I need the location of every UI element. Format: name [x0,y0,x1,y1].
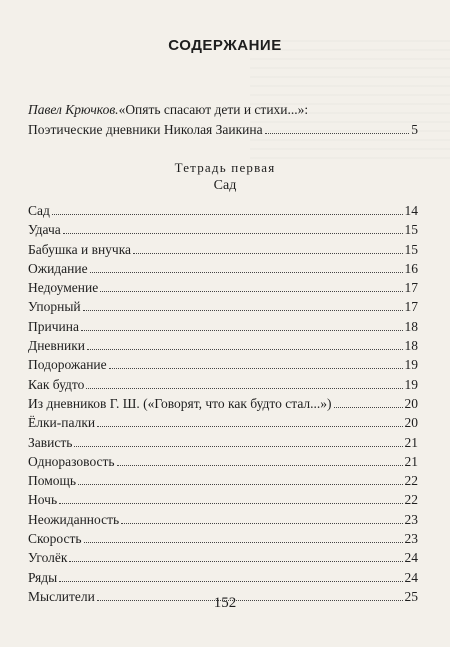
toc-entry-title: Недоумение [28,280,99,296]
toc-entry-page: 18 [404,338,418,354]
toc-entry-title: Из дневников Г. Ш. («Говорят, что как будто стал...») [28,395,332,411]
leader-dots [78,484,402,485]
leader-dots [133,253,402,254]
toc-entry-title: Скорость [28,531,82,547]
intro-entry [28,100,418,140]
leader-dots [100,291,402,292]
toc-entry [28,280,418,299]
toc-entry [28,454,418,473]
toc-entry-title: Одноразовость [28,453,115,469]
section-subtitle: Сад [213,178,237,193]
section-title: Тетрадь первая [174,160,276,175]
leader-dots [59,503,402,504]
toc-entry-page: 14 [404,203,418,218]
intro-author: Павел Крючков. [28,102,119,117]
leader-dots [334,407,403,408]
leader-dots [97,426,402,427]
toc-entry-title: Подорожание [28,357,107,373]
toc-entry-title: Упорный [28,299,81,315]
toc-entry-title: Причина [28,318,79,334]
toc-entry-page: 17 [404,280,418,296]
toc-entry-title: Мыслители [28,588,95,604]
toc-entry-page: 21 [404,453,418,469]
toc-entry-title: Зависть [28,434,73,450]
toc-entry-title: Уголёк [28,550,68,566]
toc-entry-page: 23 [404,511,418,527]
toc-entry [28,512,418,531]
toc-entry [28,319,418,338]
intro-title-part2: Поэтические дневники Николая Заикина [28,122,263,137]
toc-entry-page: 15 [404,222,418,238]
leader-dots [52,214,403,215]
toc-entry [28,415,418,434]
toc-entry-title: Сад [28,203,50,218]
toc-entry-page: 19 [404,376,418,392]
toc-entry [28,203,418,222]
toc-entry-title: Ёлки-палки [28,415,96,431]
toc-entry [28,550,418,569]
toc-entry [28,242,418,261]
toc-entry [28,338,418,357]
toc-entry [28,435,418,454]
toc-entry-page: 16 [404,260,418,276]
toc-entry [28,473,418,492]
leader-dots [74,446,402,447]
leader-dots [59,581,402,582]
toc-entry [28,531,418,550]
toc-list [28,203,418,608]
leader-dots [90,272,403,273]
leader-dots [69,561,402,562]
page-title: СОДЕРЖАНИЕ [168,37,282,54]
toc-entry-page: 21 [404,434,418,450]
leader-dots [81,330,403,331]
toc-entry-title: Дневники [28,338,86,354]
toc-entry-page: 20 [404,415,418,431]
toc-entry [28,357,418,376]
toc-entry-page: 25 [404,588,418,604]
page-number: 152 [213,595,237,611]
toc-entry-page: 22 [404,492,418,508]
toc-entry [28,222,418,241]
toc-entry-page: 15 [404,241,418,257]
intro-line-2 [28,120,418,140]
intro-title-part1: «Опять спасают дети и стихи...»: [118,102,309,117]
toc-entry [28,261,418,280]
leader-dots [83,310,403,311]
toc-entry-title: Как будто [28,376,85,392]
leader-dots [87,349,402,350]
leader-dots [86,388,402,389]
toc-entry [28,492,418,511]
intro-line-1 [28,100,418,120]
toc-entry-page: 19 [404,357,418,373]
toc-entry-page: 18 [404,318,418,334]
leader-dots [265,133,410,134]
toc-entry-page: 20 [404,395,418,411]
toc-entry-page: 24 [404,550,418,566]
toc-entry-title: Ряды [28,569,58,585]
toc-entry [28,396,418,415]
toc-entry-title: Помощь [28,473,77,489]
toc-entry-title: Ночь [28,492,58,508]
leader-dots [117,465,403,466]
toc-entry [28,377,418,396]
toc-entry-title: Ожидание [28,260,88,276]
leader-dots [109,368,403,369]
toc-entry [28,299,418,318]
leader-dots [63,233,403,234]
toc-entry-page: 17 [404,299,418,315]
toc-entry-title: Удача [28,222,61,238]
leader-dots [121,523,402,524]
intro-page-number: 5 [411,122,418,137]
toc-entry-page: 23 [404,531,418,547]
toc-entry [28,570,418,589]
toc-entry-title: Бабушка и внучка [28,241,132,257]
toc-entry-title: Неожиданность [28,511,120,527]
leader-dots [84,542,403,543]
toc-entry-page: 22 [404,473,418,489]
toc-entry-page: 24 [404,569,418,585]
